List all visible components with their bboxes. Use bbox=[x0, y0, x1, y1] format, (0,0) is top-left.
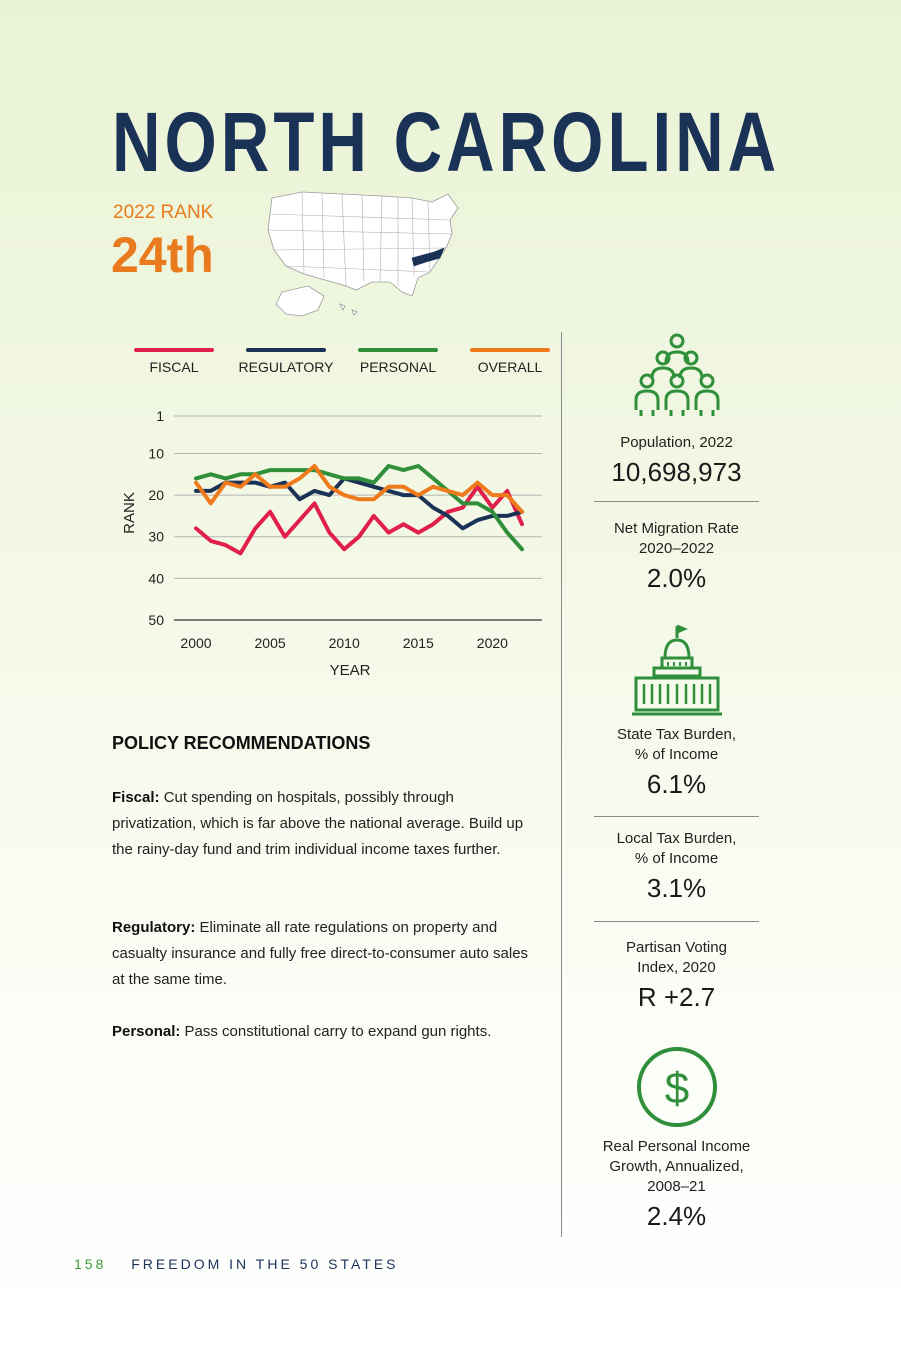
y-tick-label: 1 bbox=[156, 408, 164, 424]
policy-fiscal-text: Cut spending on hospitals, possibly through privatization, which is far above the national average. Build up the rainy-day fund and trim individual income taxes further. bbox=[112, 789, 524, 858]
policy-regulatory-text: Eliminate all rate regulations on property and casualty insurance and fully free direct-to-consumer auto sales at the same time. bbox=[112, 919, 529, 988]
local-tax-label-1: Local Tax Burden, bbox=[616, 830, 737, 847]
x-tick-label: 2015 bbox=[402, 635, 434, 651]
population-label: Population, 2022 bbox=[620, 434, 733, 451]
stat-pvi bbox=[594, 938, 759, 1014]
income-label-2: Growth, Annualized, bbox=[609, 1158, 744, 1175]
y-tick-label: 40 bbox=[148, 570, 164, 587]
stat-population bbox=[594, 433, 759, 489]
x-tick-label: 2020 bbox=[476, 635, 508, 651]
migration-label-2: 2020–2022 bbox=[638, 540, 715, 557]
legend-label: FISCAL bbox=[149, 359, 199, 375]
rank-chart bbox=[110, 330, 550, 690]
page-number: 158 bbox=[74, 1256, 107, 1272]
state-tax-value: 6.1% bbox=[646, 769, 707, 799]
x-tick-label: 2000 bbox=[180, 635, 212, 651]
pvi-label-1: Partisan Voting bbox=[626, 939, 727, 956]
rank-value: 24th bbox=[111, 227, 214, 283]
legend-label: PERSONAL bbox=[359, 359, 437, 375]
state-tax-label-2: % of Income bbox=[634, 746, 719, 763]
us-map-icon bbox=[262, 186, 464, 328]
stat-migration bbox=[594, 519, 759, 595]
policy-fiscal-label: Fiscal: bbox=[112, 789, 160, 806]
dollar-circle-icon bbox=[634, 1045, 720, 1129]
population-value: 10,698,973 bbox=[611, 457, 742, 487]
local-tax-label-2: % of Income bbox=[634, 850, 719, 867]
stat-income bbox=[594, 1137, 759, 1233]
y-axis-label: RANK bbox=[121, 492, 138, 534]
migration-label-1: Net Migration Rate bbox=[613, 520, 740, 537]
svg-text:$: $ bbox=[664, 1064, 690, 1113]
y-tick-label: 20 bbox=[148, 487, 164, 504]
x-tick-label: 2005 bbox=[254, 635, 286, 651]
book-title: FREEDOM IN THE 50 STATES bbox=[131, 1256, 399, 1272]
policy-regulatory bbox=[112, 915, 532, 993]
policy-fiscal bbox=[112, 785, 532, 863]
stat-divider bbox=[594, 816, 759, 817]
migration-value: 2.0% bbox=[646, 563, 707, 593]
state-tax-label-1: State Tax Burden, bbox=[617, 726, 736, 743]
income-label-3: 2008–21 bbox=[647, 1178, 706, 1195]
legend-label: OVERALL bbox=[477, 359, 543, 375]
legend-label: REGULATORY bbox=[238, 359, 334, 375]
local-tax-value: 3.1% bbox=[646, 873, 707, 903]
stat-local-tax bbox=[594, 829, 759, 905]
page-footer bbox=[74, 1256, 399, 1272]
pvi-label-2: Index, 2020 bbox=[637, 959, 716, 976]
stat-divider bbox=[594, 921, 759, 922]
y-tick-label: 50 bbox=[148, 612, 164, 628]
rank-label: 2022 RANK bbox=[113, 202, 214, 223]
y-tick-label: 30 bbox=[148, 528, 164, 545]
policy-personal-label: Personal: bbox=[112, 1023, 181, 1040]
stat-state-tax bbox=[594, 725, 759, 801]
y-tick-label: 10 bbox=[148, 445, 164, 462]
people-pyramid-icon bbox=[632, 332, 722, 418]
policy-regulatory-label: Regulatory: bbox=[112, 919, 196, 936]
income-value: 2.4% bbox=[646, 1201, 707, 1231]
x-axis-label: YEAR bbox=[329, 662, 371, 679]
policy-personal bbox=[112, 1019, 532, 1045]
stat-divider bbox=[594, 501, 759, 502]
x-tick-label: 2010 bbox=[328, 635, 360, 651]
column-divider bbox=[561, 332, 562, 1237]
page-title: NORTH CAROLINA bbox=[112, 95, 781, 189]
policy-title: POLICY RECOMMENDATIONS bbox=[112, 733, 371, 753]
capitol-building-icon bbox=[632, 624, 722, 716]
series-line-fiscal bbox=[196, 487, 522, 554]
income-label-1: Real Personal Income bbox=[602, 1138, 751, 1155]
pvi-value: R +2.7 bbox=[637, 982, 716, 1012]
policy-personal-text: Pass constitutional carry to expand gun rights. bbox=[180, 1023, 492, 1040]
